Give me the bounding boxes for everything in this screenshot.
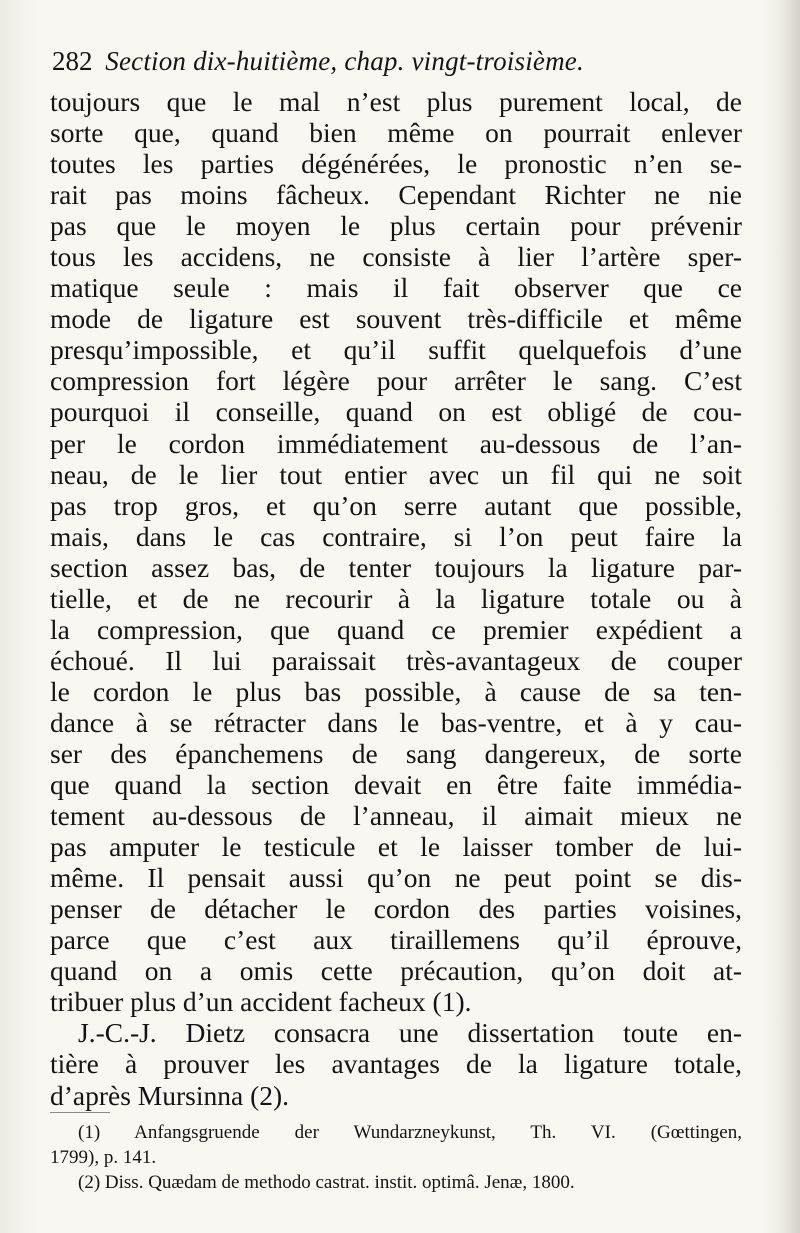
page-number: 282 xyxy=(52,46,93,76)
text-line: toujours que le mal n’est plus purement local, de xyxy=(50,86,742,117)
text-line: tielle, et de ne recourir à la ligature totale ou à xyxy=(50,582,742,614)
text-line: tribuer plus d’un accident facheux (1). xyxy=(50,986,472,1018)
text-line: penser de détacher le cordon des parties voisines, xyxy=(50,893,742,925)
running-title: Section dix-huitième, chap. vingt-troisième. xyxy=(105,46,584,76)
running-header xyxy=(52,44,752,78)
text-line: presqu’impossible, et qu’il suffit quelquefois d’une xyxy=(50,334,742,366)
text-line: que quand la section devait en être faite immédia- xyxy=(50,769,742,801)
text-line: parce que c’est aux tiraillemens qu’il éprouve, xyxy=(50,924,742,956)
text-line: le cordon le plus bas possible, à cause de sa ten- xyxy=(50,675,742,707)
text-line: d’après Mursinna (2). xyxy=(50,1079,290,1111)
text-line: la compression, que quand ce premier expédient a xyxy=(50,613,742,645)
text-line: mais, dans le cas contraire, si l’on peut faire la xyxy=(50,520,742,552)
text-line: même. Il pensait aussi qu’on ne peut point se dis- xyxy=(50,862,742,894)
text-line: pourquoi il conseille, quand on est obligé de cou- xyxy=(50,396,742,428)
text-line: sorte que, quand bien même on pourrait enlever xyxy=(50,117,742,149)
text-line: ser des épanchemens de sang dangereux, de sorte xyxy=(50,737,742,769)
text-line: dance à se rétracter dans le bas-ventre, et à y cau- xyxy=(50,706,742,738)
text-line: mode de ligature est souvent très-difficile et même xyxy=(50,303,742,335)
body-text xyxy=(50,86,742,1111)
text-line: matique seule : mais il fait observer que ce xyxy=(50,272,742,304)
footnote-divider xyxy=(50,1112,110,1113)
text-line: rait pas moins fâcheux. Cependant Richter ne nie xyxy=(50,179,742,211)
text-line: neau, de le lier tout entier avec un fil qui ne soit xyxy=(50,458,742,490)
text-line: tous les accidens, ne consiste à lier l’artère sper- xyxy=(50,241,742,273)
footnotes xyxy=(50,1120,742,1195)
text-line: pas que le moyen le plus certain pour prévenir xyxy=(50,210,742,242)
text-line: quand on a omis cette précaution, qu’on doit at- xyxy=(50,955,742,987)
footnote-2: (2) Diss. Quædam de methodo castrat. instit. optimâ. Jenæ, 1800. xyxy=(78,1172,575,1193)
text-line: section assez bas, de tenter toujours la ligature par- xyxy=(50,551,742,583)
text-line: per le cordon immédiatement au-dessous de l’an- xyxy=(50,427,742,459)
text-line: pas amputer le testicule et le laisser tomber de lui- xyxy=(50,831,742,863)
text-line: pas trop gros, et qu’on serre autant que possible, xyxy=(50,489,742,521)
page-edge-shadow xyxy=(778,0,800,1233)
text-line: tement au-dessous de l’anneau, il aimait mieux ne xyxy=(50,800,742,832)
text-line: tière à prouver les avantages de la ligature totale, xyxy=(50,1048,742,1080)
text-line: échoué. Il lui paraissait très-avantageux de couper xyxy=(50,644,742,676)
footnote-1-continued: 1799), p. 141. xyxy=(50,1147,157,1168)
text-line: toutes les parties dégénérées, le pronostic n’en se- xyxy=(50,148,742,180)
text-line: compression fort légère pour arrêter le sang. C’est xyxy=(50,365,742,397)
text-line: J.-C.-J. Dietz consacra une dissertation toute en- xyxy=(78,1017,742,1049)
footnote-1: (1) Anfangsgruende der Wundarzneykunst, Th. VI. (Gœttingen, xyxy=(78,1122,742,1143)
